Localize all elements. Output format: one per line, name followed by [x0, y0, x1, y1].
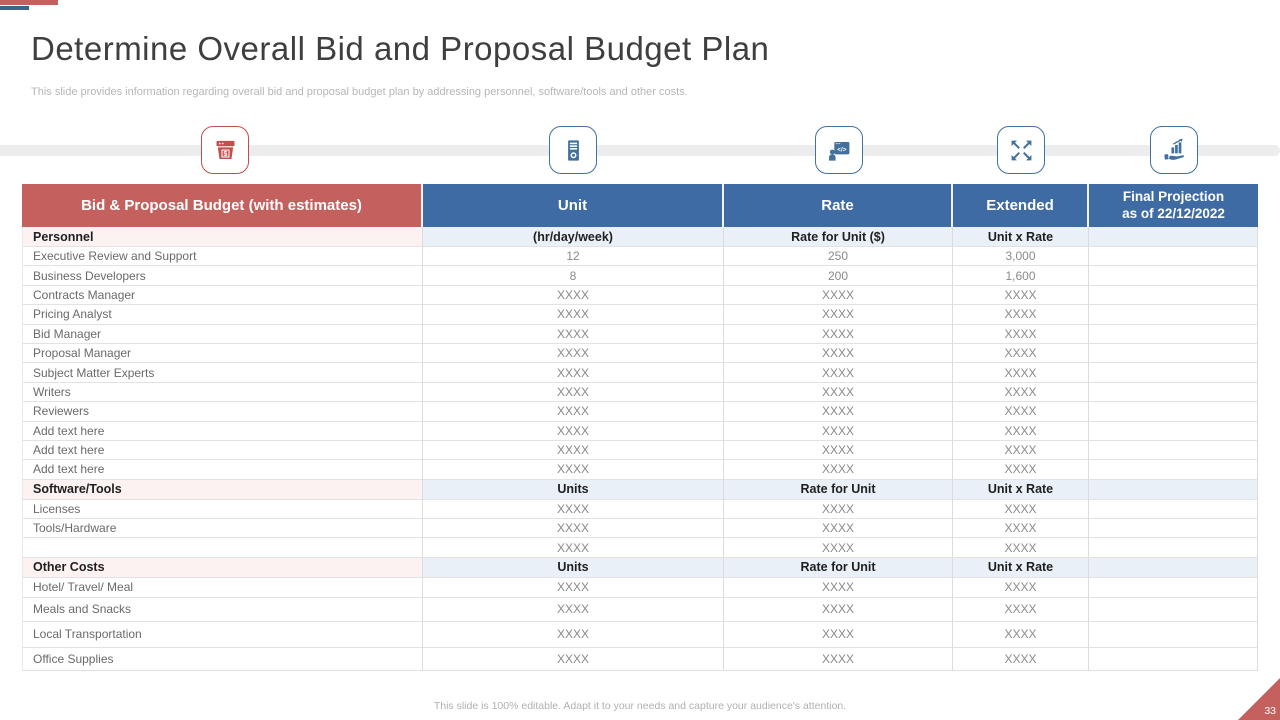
- projection-value: [1089, 538, 1258, 557]
- table-row: [22, 578, 1258, 598]
- rate-value: XXXX: [724, 325, 953, 344]
- developer-code-icon: [815, 126, 863, 174]
- extended-value: XXXX: [953, 325, 1089, 344]
- table-row: [22, 460, 1258, 479]
- row-label: Contracts Manager: [22, 286, 423, 305]
- projection-value: [1089, 460, 1258, 479]
- projection-value: [1089, 519, 1258, 538]
- section-row: [22, 480, 1258, 500]
- header-unit: Unit: [423, 184, 724, 227]
- row-label: Hotel/ Travel/ Meal: [22, 578, 423, 598]
- unit-value: 8: [423, 266, 724, 285]
- row-label: Business Developers: [22, 266, 423, 285]
- row-label: Local Transportation: [22, 622, 423, 648]
- rate-value: XXXX: [724, 286, 953, 305]
- projection-value: [1089, 363, 1258, 382]
- developer-code-icon: [826, 137, 853, 164]
- section-subheader: Rate for Unit ($): [724, 227, 953, 247]
- table-row: [22, 500, 1258, 519]
- extended-value: XXXX: [953, 441, 1089, 460]
- slide-footer: This slide is 100% editable. Adapt it to your needs and capture your audience's attention.: [433, 700, 847, 712]
- extended-value: XXXX: [953, 460, 1089, 479]
- section-subheader: [1089, 480, 1258, 500]
- unit-value: XXXX: [423, 519, 724, 538]
- slide-subtitle: This slide provides information regarding overall bid and proposal budget plan by addressing personnel, software/tools and other costs.: [31, 86, 688, 98]
- section-label: Other Costs: [22, 558, 423, 578]
- rate-value: XXXX: [724, 363, 953, 382]
- rate-value: XXXX: [724, 622, 953, 648]
- header-extended: Extended: [953, 184, 1089, 227]
- table-row: [22, 344, 1258, 363]
- header-final-projection-line1: Final Projection: [1122, 189, 1225, 205]
- unit-value: XXXX: [423, 578, 724, 598]
- projection-value: [1089, 266, 1258, 285]
- row-label: Add text here: [22, 422, 423, 441]
- projection-value: [1089, 383, 1258, 402]
- rate-value: XXXX: [724, 422, 953, 441]
- projection-value: [1089, 578, 1258, 598]
- hand-growth-chart-icon: [1161, 137, 1188, 164]
- section-subheader: Unit x Rate: [953, 558, 1089, 578]
- projection-value: [1089, 441, 1258, 460]
- unit-value: XXXX: [423, 363, 724, 382]
- section-label: Personnel: [22, 227, 423, 247]
- section-subheader: Units: [423, 480, 724, 500]
- accent-bar-blue: [0, 6, 29, 10]
- server-list-icon: [560, 137, 587, 164]
- row-label: Office Supplies: [22, 648, 423, 671]
- rate-value: XXXX: [724, 460, 953, 479]
- extended-value: XXXX: [953, 538, 1089, 557]
- row-label: Executive Review and Support: [22, 247, 423, 266]
- table-row: [22, 648, 1258, 671]
- unit-value: XXXX: [423, 622, 724, 648]
- projection-value: [1089, 622, 1258, 648]
- rate-value: XXXX: [724, 648, 953, 671]
- row-label: Tools/Hardware: [22, 519, 423, 538]
- table-row: [22, 266, 1258, 285]
- row-label: Licenses: [22, 500, 423, 519]
- row-label: Subject Matter Experts: [22, 363, 423, 382]
- section-subheader: Rate for Unit: [724, 558, 953, 578]
- extended-value: XXXX: [953, 578, 1089, 598]
- extended-value: XXXX: [953, 363, 1089, 382]
- unit-value: XXXX: [423, 441, 724, 460]
- projection-value: [1089, 247, 1258, 266]
- row-label: [22, 538, 423, 557]
- rate-value: XXXX: [724, 305, 953, 324]
- section-subheader: (hr/day/week): [423, 227, 724, 247]
- unit-value: XXXX: [423, 598, 724, 622]
- row-label: Bid Manager: [22, 325, 423, 344]
- table-row: [22, 247, 1258, 266]
- extended-value: XXXX: [953, 305, 1089, 324]
- table-row: [22, 383, 1258, 402]
- table-row: [22, 519, 1258, 538]
- server-list-icon: [549, 126, 597, 174]
- budget-window-icon: [201, 126, 249, 174]
- unit-value: XXXX: [423, 648, 724, 671]
- section-subheader: Rate for Unit: [724, 480, 953, 500]
- rate-value: XXXX: [724, 578, 953, 598]
- table-row: [22, 622, 1258, 648]
- unit-value: XXXX: [423, 383, 724, 402]
- section-subheader: Unit x Rate: [953, 480, 1089, 500]
- rate-value: XXXX: [724, 519, 953, 538]
- extended-value: XXXX: [953, 598, 1089, 622]
- header-budget: Bid & Proposal Budget (with estimates): [22, 184, 423, 227]
- hand-growth-chart-icon: [1150, 126, 1198, 174]
- extended-value: XXXX: [953, 286, 1089, 305]
- projection-value: [1089, 648, 1258, 671]
- section-subheader: Unit x Rate: [953, 227, 1089, 247]
- table-row: [22, 538, 1258, 557]
- extended-value: XXXX: [953, 383, 1089, 402]
- unit-value: XXXX: [423, 305, 724, 324]
- rate-value: 200: [724, 266, 953, 285]
- page-number: 33: [1264, 705, 1276, 717]
- unit-value: 12: [423, 247, 724, 266]
- header-final-projection: [1089, 184, 1258, 227]
- projection-value: [1089, 598, 1258, 622]
- section-row: [22, 227, 1258, 247]
- table-header-row: [22, 184, 1258, 227]
- table-row: [22, 598, 1258, 622]
- projection-value: [1089, 286, 1258, 305]
- table-body: [22, 227, 1258, 671]
- row-label: Add text here: [22, 460, 423, 479]
- projection-value: [1089, 500, 1258, 519]
- row-label: Reviewers: [22, 402, 423, 421]
- unit-value: XXXX: [423, 538, 724, 557]
- section-subheader: [1089, 227, 1258, 247]
- header-final-projection-line2: as of 22/12/2022: [1122, 205, 1225, 221]
- extended-value: XXXX: [953, 648, 1089, 671]
- table-row: [22, 441, 1258, 460]
- extended-value: XXXX: [953, 519, 1089, 538]
- section-subheader: Units: [423, 558, 724, 578]
- extended-value: 1,600: [953, 266, 1089, 285]
- table-row: [22, 305, 1258, 324]
- expand-arrows-icon: [1008, 137, 1035, 164]
- row-label: Meals and Snacks: [22, 598, 423, 622]
- row-label: Writers: [22, 383, 423, 402]
- rate-value: 250: [724, 247, 953, 266]
- extended-value: 3,000: [953, 247, 1089, 266]
- expand-arrows-icon: [997, 126, 1045, 174]
- extended-value: XXXX: [953, 500, 1089, 519]
- projection-value: [1089, 305, 1258, 324]
- table-row: [22, 325, 1258, 344]
- unit-value: XXXX: [423, 325, 724, 344]
- icon-band: [0, 145, 1280, 156]
- unit-value: XXXX: [423, 402, 724, 421]
- table-row: [22, 402, 1258, 421]
- section-row: [22, 558, 1258, 578]
- section-subheader: [1089, 558, 1258, 578]
- svg-text:$: $: [223, 150, 227, 158]
- projection-value: [1089, 325, 1258, 344]
- table-row: [22, 422, 1258, 441]
- section-label: Software/Tools: [22, 480, 423, 500]
- row-label: Add text here: [22, 441, 423, 460]
- rate-value: XXXX: [724, 598, 953, 622]
- extended-value: XXXX: [953, 344, 1089, 363]
- unit-value: XXXX: [423, 422, 724, 441]
- table-row: [22, 286, 1258, 305]
- table-row: [22, 363, 1258, 382]
- budget-window-icon: [212, 137, 239, 164]
- svg-text:</>: </>: [836, 146, 846, 154]
- row-label: Proposal Manager: [22, 344, 423, 363]
- unit-value: XXXX: [423, 460, 724, 479]
- rate-value: XXXX: [724, 402, 953, 421]
- unit-value: XXXX: [423, 500, 724, 519]
- accent-bar-red: [0, 0, 58, 5]
- rate-value: XXXX: [724, 383, 953, 402]
- extended-value: XXXX: [953, 422, 1089, 441]
- projection-value: [1089, 344, 1258, 363]
- header-rate: Rate: [724, 184, 953, 227]
- extended-value: XXXX: [953, 402, 1089, 421]
- rate-value: XXXX: [724, 538, 953, 557]
- unit-value: XXXX: [423, 286, 724, 305]
- projection-value: [1089, 422, 1258, 441]
- projection-value: [1089, 402, 1258, 421]
- row-label: Pricing Analyst: [22, 305, 423, 324]
- rate-value: XXXX: [724, 344, 953, 363]
- extended-value: XXXX: [953, 622, 1089, 648]
- rate-value: XXXX: [724, 441, 953, 460]
- page-title: Determine Overall Bid and Proposal Budget Plan: [31, 30, 770, 67]
- rate-value: XXXX: [724, 500, 953, 519]
- unit-value: XXXX: [423, 344, 724, 363]
- budget-table: [22, 184, 1258, 671]
